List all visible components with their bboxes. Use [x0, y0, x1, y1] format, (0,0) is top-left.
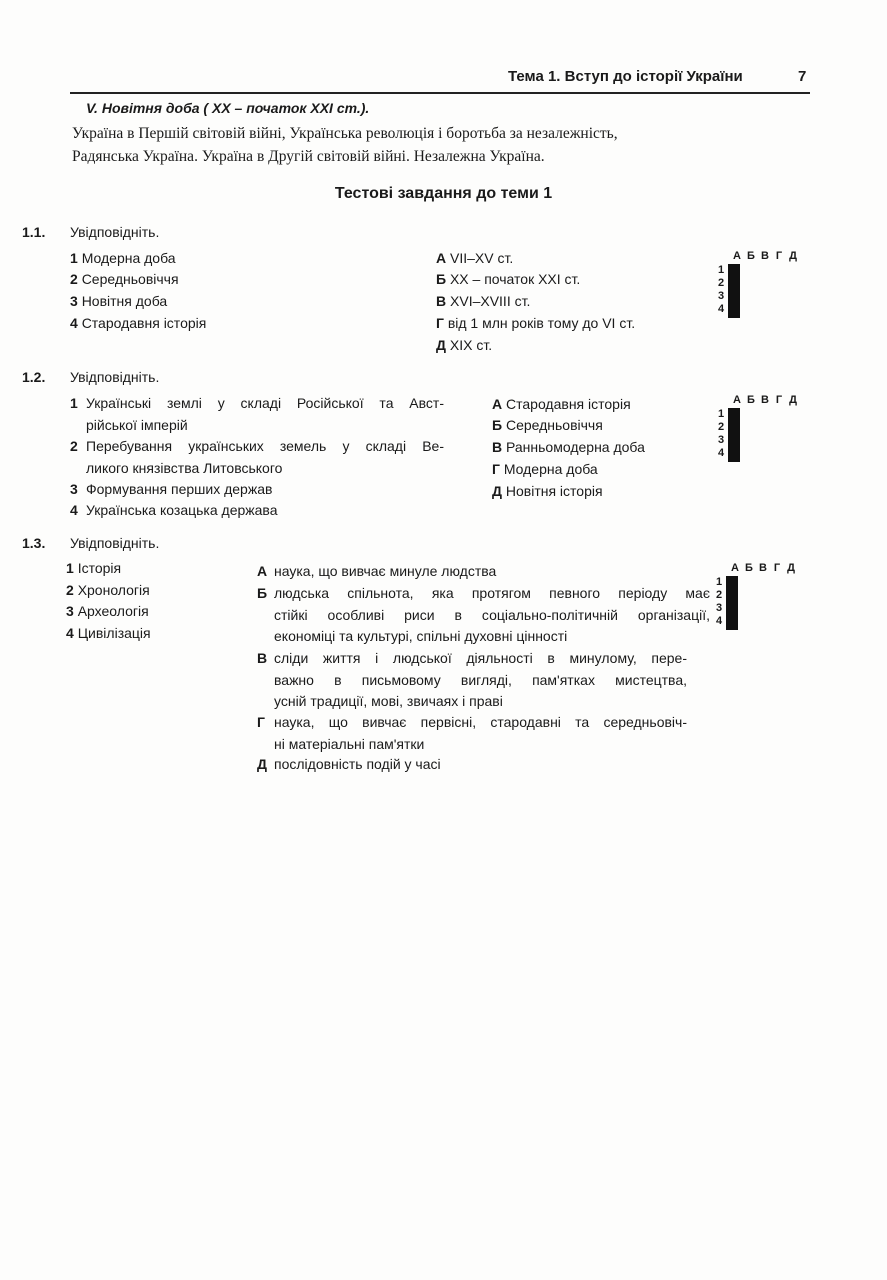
answer-cell[interactable] — [737, 422, 739, 435]
grid-row-label: 2 — [716, 589, 723, 601]
q3-right-text: людська спільнота, яка протягом певного періоду має — [274, 585, 710, 601]
q2-left-key: 3 — [70, 481, 78, 497]
answer-cell[interactable] — [737, 265, 739, 278]
q3-right-item — [257, 583, 710, 648]
q3-right-text-cont: ні матеріальні пам'ятки — [274, 735, 425, 752]
q2-right-item — [492, 459, 598, 481]
q1-right-item — [436, 269, 580, 291]
q2-left-text: Українські землі у складі Російської та Авст- — [86, 395, 444, 411]
grid-column-label: В — [761, 394, 769, 406]
section-text-line-1: Україна в Першій світовій війні, Українська революція і боротьба за незалежність, — [72, 125, 618, 142]
q1-right-item — [436, 335, 492, 357]
q3-left-key: 3 — [66, 603, 74, 619]
q3-right-item — [257, 754, 441, 776]
q2-left-key: 4 — [70, 502, 78, 518]
q3-right-text-cont: стійкі особливі риси в соціально-політичній організації, — [274, 606, 710, 623]
q3-right-text-cont: усній традиції, мові, звичаях і праві — [274, 693, 503, 709]
answer-grid-table — [726, 576, 738, 630]
grid-column-label: Б — [745, 562, 753, 574]
q1-right-text: XX – початок XXI ст. — [449, 271, 581, 287]
answer-cell[interactable] — [735, 590, 737, 603]
q3-left-item — [66, 580, 150, 602]
answer-cell[interactable] — [737, 448, 739, 461]
grid-column-label: А — [733, 394, 741, 406]
answer-cell[interactable] — [737, 278, 739, 291]
grid-column-headers — [728, 562, 798, 574]
q2-right-key: А — [492, 396, 503, 412]
q3-left-text: Цивілізація — [77, 625, 151, 641]
section-text-line-2: Радянська Україна. Україна в Другій світовій війні. Незалежна Україна. — [72, 148, 545, 165]
q3-right-text: послідовність подій у часі — [274, 756, 441, 772]
grid-column-label: Б — [747, 250, 755, 262]
q1-left-text: Новітня доба — [81, 293, 168, 309]
q1-right-text: VII–XV ст. — [450, 250, 514, 266]
q3-right-key: А — [257, 563, 268, 579]
q2-left-text: Формування перших держав — [86, 481, 273, 497]
grid-row-label: 1 — [718, 264, 725, 276]
q2-left-key: 1 — [70, 395, 78, 411]
q2-right-text: Ранньомодерна доба — [506, 439, 645, 455]
q2-left-item — [70, 436, 444, 479]
answer-cell[interactable] — [737, 435, 739, 448]
grid-column-headers — [730, 250, 800, 262]
q3-left-text: Археологія — [77, 603, 149, 619]
grid-column-label: Д — [789, 250, 797, 262]
q1-right-text: XIX ст. — [449, 337, 493, 353]
q1-right-item — [436, 313, 635, 335]
answer-cell[interactable] — [737, 304, 739, 317]
q1-left-item — [70, 248, 176, 270]
q3-left-text: Історія — [77, 560, 122, 576]
grid-column-label: А — [733, 250, 741, 262]
grid-row-label: 2 — [718, 277, 725, 289]
q3-left-item — [66, 601, 149, 623]
q3-right-key: Г — [257, 714, 265, 730]
q1-left-key: 2 — [70, 271, 78, 287]
q1-left-text: Середньовіччя — [81, 271, 179, 287]
answer-grid-table — [728, 408, 740, 462]
q2-left-text: Перебування українських земель у складі Ве- — [86, 438, 444, 454]
grid-column-label: Д — [787, 562, 795, 574]
q3-left-item — [66, 558, 121, 580]
q1-left-text: Стародавня історія — [81, 315, 207, 331]
q2-left-text-cont: ликого князівства Литовського — [86, 459, 283, 476]
grid-column-headers — [730, 394, 800, 406]
q3-right-item — [257, 712, 687, 755]
q1-right-text: від 1 млн років тому до VI ст. — [447, 315, 636, 331]
q2-right-text: Новітня історія — [505, 483, 603, 499]
q3-right-text: наука, що вивчає первісні, стародавні та середньовіч- — [274, 714, 687, 730]
q3-left-item — [66, 623, 151, 645]
grid-row-label: 3 — [716, 602, 723, 614]
question-1-3-instruction: Увідповідніть. — [70, 535, 160, 551]
q1-right-key: Д — [436, 337, 446, 353]
q3-right-item — [257, 561, 496, 583]
q1-left-key: 3 — [70, 293, 78, 309]
q2-left-text-cont: рійської імперій — [86, 416, 188, 433]
grid-column-label: Д — [789, 394, 797, 406]
q2-right-item — [492, 437, 645, 459]
q3-right-key: Д — [257, 756, 267, 772]
q3-left-key: 2 — [66, 582, 74, 598]
q1-left-item — [70, 269, 179, 291]
q1-right-key: В — [436, 293, 447, 309]
q2-right-text: Середньовіччя — [505, 417, 603, 433]
q3-left-key: 4 — [66, 625, 74, 641]
answer-cell[interactable] — [737, 291, 739, 304]
q3-left-key: 1 — [66, 560, 74, 576]
q2-left-key: 2 — [70, 438, 78, 454]
q3-right-text: наука, що вивчає минуле людства — [274, 563, 497, 579]
q1-right-key: А — [436, 250, 447, 266]
q2-right-key: В — [492, 439, 503, 455]
q1-right-key: Г — [436, 315, 444, 331]
grid-row-labels — [718, 264, 724, 316]
q2-right-key: Д — [492, 483, 502, 499]
header-rule — [70, 92, 810, 94]
grid-row-label: 3 — [718, 434, 725, 446]
q3-right-key: Б — [257, 585, 268, 601]
q1-left-item — [70, 313, 206, 335]
section-heading: V. Новітня доба ( XX – початок XXI ст.). — [86, 100, 370, 116]
q3-right-text-cont: економіці та культурі, спільні духовні цінності — [274, 628, 568, 644]
q2-left-item — [70, 393, 444, 436]
running-header-title: Тема 1. Вступ до історії України — [508, 68, 743, 85]
grid-column-label: Б — [747, 394, 755, 406]
question-1-3-number: 1.3. — [22, 535, 46, 551]
q1-left-item — [70, 291, 167, 313]
q3-right-item — [257, 648, 687, 713]
answer-cell[interactable] — [737, 409, 739, 422]
q1-left-key: 1 — [70, 250, 78, 266]
q3-left-text: Хронологія — [77, 582, 150, 598]
grid-column-label: А — [731, 562, 739, 574]
grid-row-labels — [716, 576, 722, 628]
q1-left-key: 4 — [70, 315, 78, 331]
page-number: 7 — [798, 68, 807, 85]
question-1-1-instruction: Увідповідніть. — [70, 224, 160, 240]
answer-cell[interactable] — [735, 616, 737, 629]
q2-right-text: Стародавня історія — [506, 396, 631, 412]
grid-row-labels — [718, 408, 724, 460]
answer-cell[interactable] — [735, 577, 737, 590]
q2-right-item — [492, 394, 631, 416]
grid-column-label: Г — [773, 562, 781, 574]
grid-row-label: 1 — [716, 576, 723, 588]
q2-left-item — [70, 479, 272, 501]
tests-title: Тестові завдання до теми 1 — [334, 185, 553, 202]
grid-row-label: 4 — [718, 303, 725, 315]
q2-right-item — [492, 481, 603, 503]
q2-left-item — [70, 500, 277, 522]
q1-right-item — [436, 248, 513, 270]
grid-column-label: Г — [775, 250, 783, 262]
answer-cell[interactable] — [735, 603, 737, 616]
q2-right-key: Г — [492, 461, 500, 477]
q3-right-key: В — [257, 650, 268, 666]
question-1-2-number: 1.2. — [22, 369, 46, 385]
grid-column-label: В — [759, 562, 767, 574]
section-text — [72, 122, 812, 168]
grid-row-label: 2 — [718, 421, 725, 433]
question-1-2-instruction: Увідповідніть. — [70, 369, 160, 385]
q1-right-key: Б — [436, 271, 447, 287]
grid-column-label: В — [761, 250, 769, 262]
q2-right-text: Модерна доба — [503, 461, 598, 477]
q3-right-text-cont: важно в письмовому вигляді, пам'ятках мистецтва, — [274, 671, 687, 688]
q2-right-item — [492, 415, 603, 437]
grid-row-label: 3 — [718, 290, 725, 302]
q3-right-text: сліди життя і людської діяльності в минулому, пере- — [274, 650, 687, 666]
grid-row-label: 4 — [716, 615, 723, 627]
q1-left-text: Модерна доба — [81, 250, 176, 266]
grid-row-label: 4 — [718, 447, 725, 459]
q1-right-text: XVI–XVIII ст. — [450, 293, 531, 309]
grid-column-label: Г — [775, 394, 783, 406]
q2-right-key: Б — [492, 417, 503, 433]
question-1-1-number: 1.1. — [22, 224, 46, 240]
answer-grid-table — [728, 264, 740, 318]
grid-row-label: 1 — [718, 408, 725, 420]
q2-left-text: Українська козацька держава — [86, 502, 278, 518]
q1-right-item — [436, 291, 530, 313]
